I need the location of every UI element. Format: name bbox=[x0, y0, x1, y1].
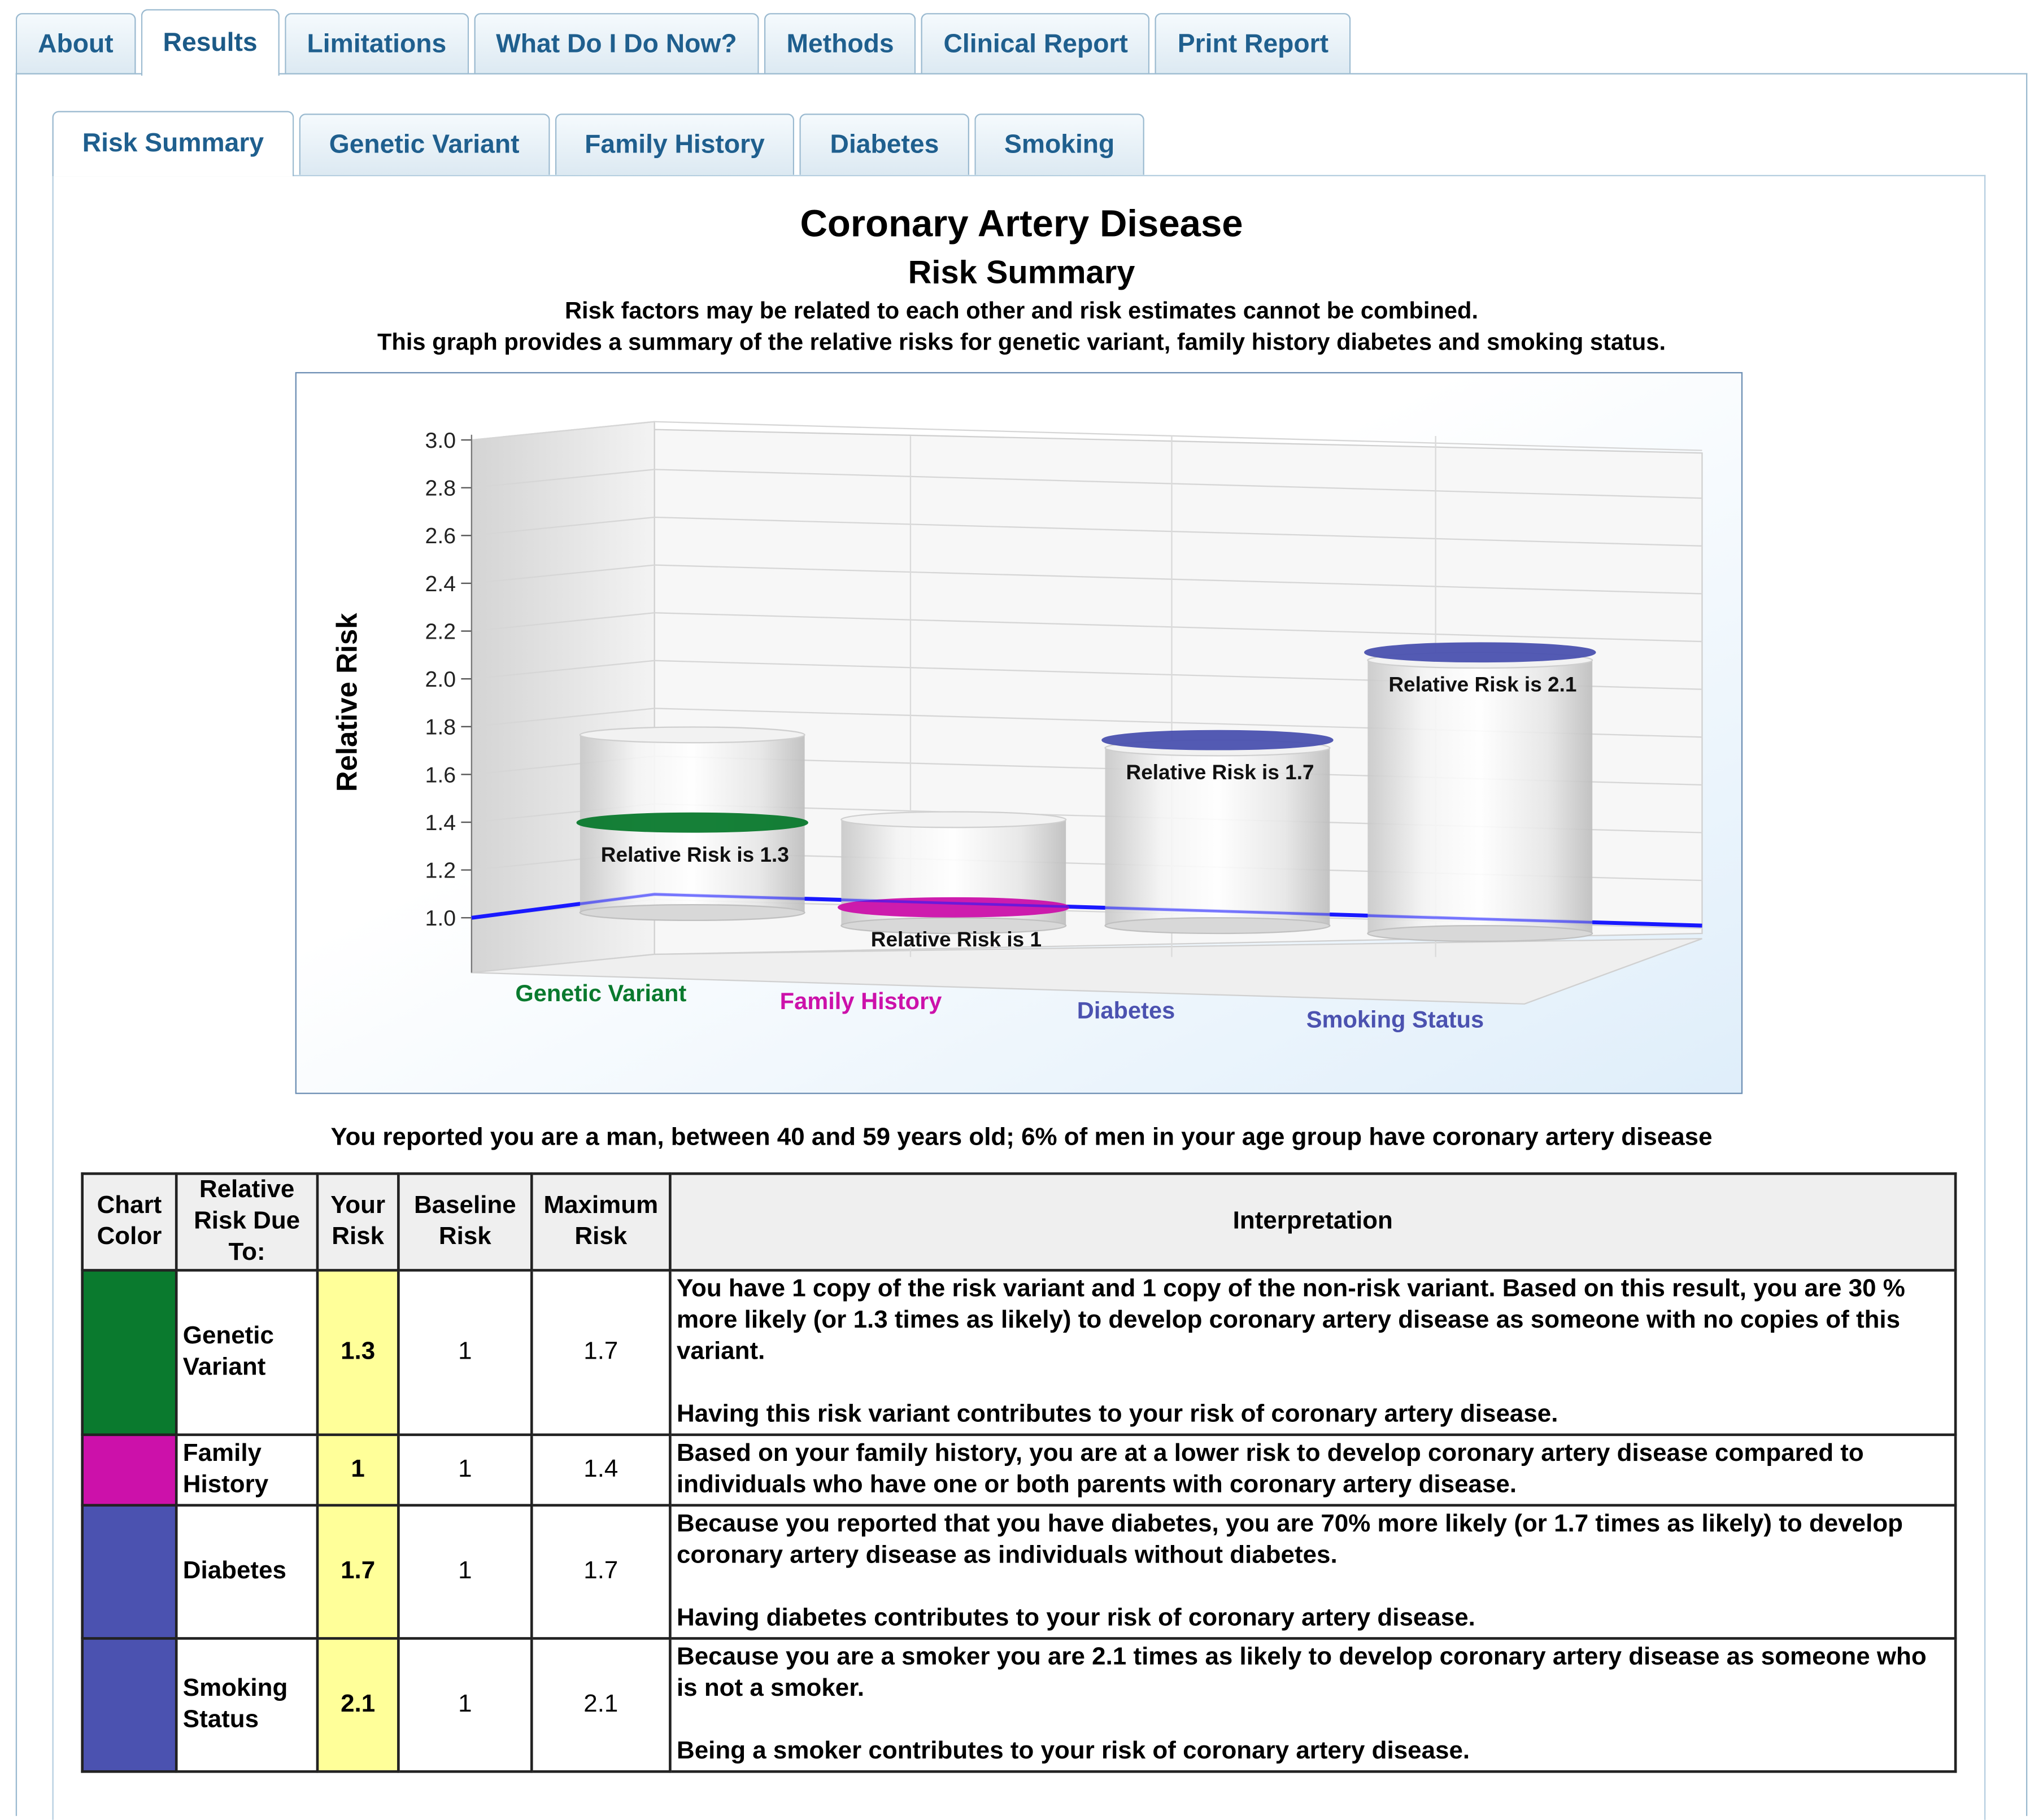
x-category-label: Smoking Status bbox=[1306, 1006, 1484, 1033]
tab-print-report[interactable]: Print Report bbox=[1156, 13, 1351, 75]
your-risk-value: 1 bbox=[317, 1435, 398, 1505]
interpretation-text: Because you reported that you have diabetes, you are 70% more likely (or 1.7 times as likely) to develop coronary artery disease as individuals without diabetes. bbox=[676, 1510, 1903, 1569]
y-tick-label: 2.6 bbox=[425, 523, 456, 549]
header-maximum-risk: Maximum Risk bbox=[532, 1173, 670, 1270]
interpretation-text: Based on your family history, you are at a lower risk to develop coronary artery disease compared to individuals who have one or both parents with coronary artery disease. bbox=[676, 1440, 1864, 1499]
risk-row-genetic-variant bbox=[82, 1270, 1955, 1434]
bar-data-label: Relative Risk is 2.1 bbox=[1388, 673, 1577, 696]
chart-note-summary: This graph provides a summary of the relative risks for genetic variant, family history diabetes and smoking status. bbox=[377, 329, 1666, 355]
header-baseline-risk: Baseline Risk bbox=[398, 1173, 532, 1270]
subtab-family-history[interactable]: Family History bbox=[555, 114, 795, 175]
tab-what-do-i-do-now[interactable]: What Do I Do Now? bbox=[474, 13, 759, 75]
chart-color-swatch bbox=[82, 1638, 177, 1771]
interpretation-cell bbox=[670, 1505, 1955, 1639]
x-category-label: Genetic Variant bbox=[515, 980, 687, 1007]
bar-data-label: Relative Risk is 1.3 bbox=[600, 843, 789, 867]
tab-about[interactable]: About bbox=[16, 13, 136, 75]
page-title: Coronary Artery Disease bbox=[800, 203, 1243, 246]
y-tick-label: 1.0 bbox=[425, 906, 456, 931]
bar-value-disc bbox=[1365, 643, 1595, 661]
page-subtitle: Risk Summary bbox=[908, 254, 1135, 291]
chart-color-swatch bbox=[82, 1505, 177, 1639]
bar-data-label: Relative Risk is 1.7 bbox=[1126, 760, 1314, 784]
x-category-label: Diabetes bbox=[1077, 997, 1175, 1024]
risk-row-diabetes bbox=[82, 1505, 1955, 1639]
your-risk-value: 1.3 bbox=[317, 1270, 398, 1434]
header-interpretation: Interpretation bbox=[670, 1173, 1955, 1270]
y-tick-label: 2.0 bbox=[425, 667, 456, 692]
your-risk-value: 1.7 bbox=[317, 1505, 398, 1639]
interpretation-text: Because you are a smoker you are 2.1 times as likely to develop coronary artery disease as someone who is not a smoker. bbox=[676, 1643, 1927, 1703]
maximum-risk-value: 1.4 bbox=[532, 1435, 670, 1505]
risk-factor-name: Genetic Variant bbox=[176, 1270, 317, 1434]
risk-row-smoking-status bbox=[82, 1638, 1955, 1771]
tab-results[interactable]: Results bbox=[141, 9, 280, 76]
sub-tab-bar bbox=[53, 111, 1145, 177]
bar-cylinder-base bbox=[1105, 918, 1330, 933]
chart-note-combined: Risk factors may be related to each other and risk estimates cannot be combined. bbox=[564, 298, 1479, 324]
y-tick-label: 1.2 bbox=[425, 858, 456, 883]
tab-methods[interactable]: Methods bbox=[764, 13, 916, 75]
baseline-risk-value: 1 bbox=[398, 1505, 532, 1639]
y-tick-label: 2.2 bbox=[425, 619, 456, 644]
subtab-risk-summary[interactable]: Risk Summary bbox=[53, 111, 294, 177]
risk-table-header bbox=[82, 1173, 1955, 1270]
tab-clinical-report[interactable]: Clinical Report bbox=[921, 13, 1150, 75]
bar-cylinder-top bbox=[580, 727, 805, 743]
y-tick-label: 1.6 bbox=[425, 762, 456, 788]
subtab-smoking[interactable]: Smoking bbox=[974, 114, 1145, 175]
y-tick-label: 1.4 bbox=[425, 810, 456, 835]
chart-color-swatch bbox=[82, 1435, 177, 1505]
maximum-risk-value: 1.7 bbox=[532, 1270, 670, 1434]
baseline-risk-value: 1 bbox=[398, 1270, 532, 1434]
tab-limitations[interactable]: Limitations bbox=[285, 13, 468, 75]
bar-data-label: Relative Risk is 1 bbox=[870, 928, 1042, 952]
maximum-risk-value: 1.7 bbox=[532, 1505, 670, 1639]
your-risk-value: 2.1 bbox=[317, 1638, 398, 1771]
header-chart-color: Chart Color bbox=[82, 1173, 177, 1270]
risk-chart-svg bbox=[297, 373, 1741, 1093]
risk-table bbox=[81, 1172, 1957, 1773]
risk-factor-name: Smoking Status bbox=[176, 1638, 317, 1771]
risk-factor-name: Family History bbox=[176, 1435, 317, 1505]
bar-cylinder-base bbox=[1367, 926, 1592, 941]
baseline-risk-value: 1 bbox=[398, 1638, 532, 1771]
subtab-genetic-variant[interactable]: Genetic Variant bbox=[299, 114, 550, 175]
risk-row-family-history bbox=[82, 1435, 1955, 1505]
interpretation-text: Being a smoker contributes to your risk of coronary artery disease. bbox=[676, 1738, 1470, 1765]
chart-color-swatch bbox=[82, 1270, 177, 1434]
y-tick-label: 1.8 bbox=[425, 714, 456, 740]
bar-value-disc bbox=[577, 814, 807, 832]
interpretation-cell bbox=[670, 1435, 1955, 1505]
y-axis-label: Relative Risk bbox=[330, 613, 363, 792]
bar-cylinder-body bbox=[1367, 660, 1592, 933]
bar-value-disc bbox=[1103, 731, 1332, 749]
interpretation-text: Having diabetes contributes to your risk of coronary artery disease. bbox=[676, 1604, 1475, 1632]
top-tab-bar bbox=[16, 9, 1351, 75]
y-tick-label: 2.4 bbox=[425, 571, 456, 596]
interpretation-text: You have 1 copy of the risk variant and 1 copy of the non-risk variant. Based on this result, you are 30 % more likely (or 1.3 times as likely) to develop coronary artery disease as someone with no copies of this variant. bbox=[676, 1275, 1905, 1366]
x-category-label: Family History bbox=[779, 988, 942, 1015]
y-tick-label: 3.0 bbox=[425, 427, 456, 453]
bar-cylinder-base bbox=[580, 905, 805, 920]
risk-factor-name: Diabetes bbox=[176, 1505, 317, 1639]
header-your-risk: Your Risk bbox=[317, 1173, 398, 1270]
bar-cylinder-top bbox=[841, 812, 1066, 828]
header-relative-risk-due-to: Relative Risk Due To: bbox=[176, 1173, 317, 1270]
interpretation-cell bbox=[670, 1638, 1955, 1771]
interpretation-text: Having this risk variant contributes to your risk of coronary artery disease. bbox=[676, 1400, 1558, 1429]
maximum-risk-value: 2.1 bbox=[532, 1638, 670, 1771]
interpretation-cell bbox=[670, 1270, 1955, 1434]
baseline-risk-value: 1 bbox=[398, 1435, 532, 1505]
demographic-note: You reported you are a man, between 40 and 59 years old; 6% of men in your age group have coronary artery disease bbox=[330, 1124, 1713, 1152]
subtab-diabetes[interactable]: Diabetes bbox=[800, 114, 969, 175]
risk-chart bbox=[295, 372, 1743, 1094]
y-tick-label: 2.8 bbox=[425, 475, 456, 501]
